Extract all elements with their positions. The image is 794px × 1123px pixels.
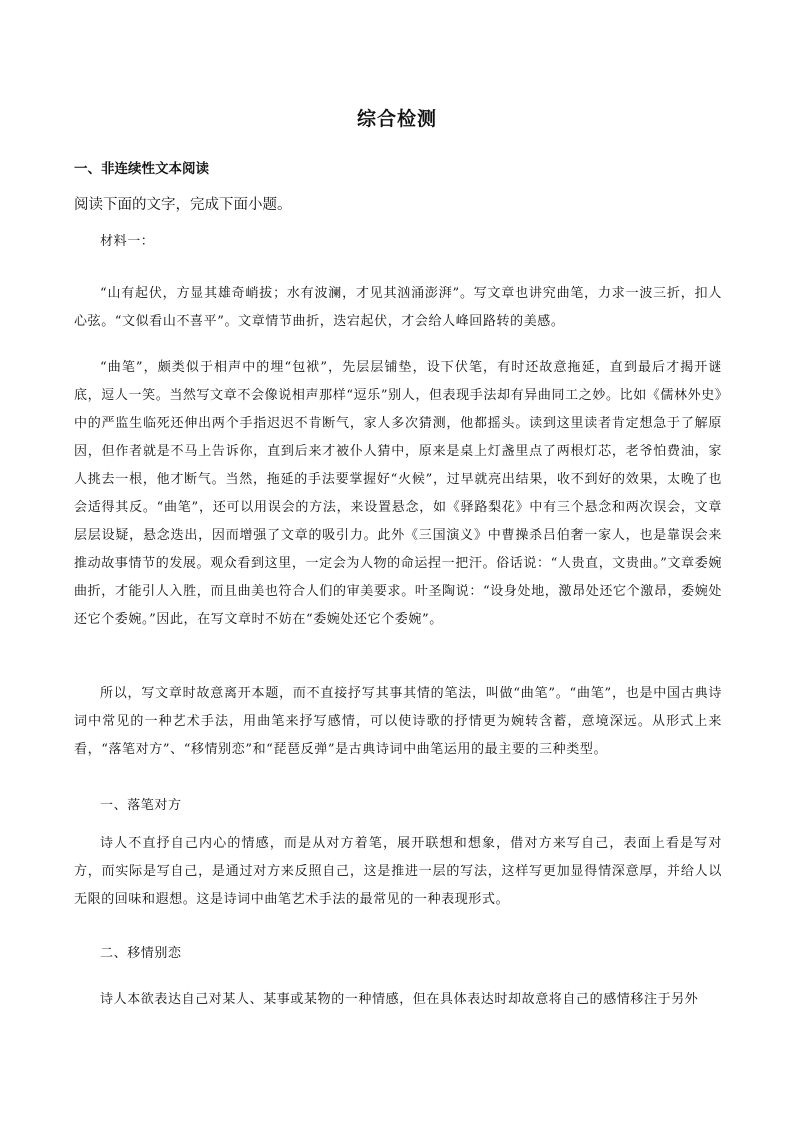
paragraph-3: 所以，写文章时故意离开本题，而不直接抒写其事其情的笔法，叫做“曲笔”。“曲笔”，也是中国古典诗词中常见的一种艺术手法，用曲笔来抒写感情，可以使诗歌的抒情更为婉转含蓄，意境深远。从形式上来看，“落笔对方”、“移情别恋”和“琵琶反弹”是古典诗词中曲笔运用的最主要的三种类型。 (74, 686, 722, 757)
section-heading: 一、非连续性文本阅读 (74, 161, 209, 177)
material-label: 材料一： (100, 234, 155, 249)
paragraph-2: “曲笔”，颇类似于相声中的埋“包袱”，先层层铺垫，设下伏笔，有时还故意拖延，直到最后才揭开谜底，逗人一笑。当然写文章不会像说相声那样“逗乐”别人，但表现手法却有异曲同工之妙。比如《儒林外史》中的严监生临死还伸出两个手指迟迟不肯断气，家人多次猜测，他都摇头。读到这里读者肯定想急于了解原因，但作者就是不马上告诉你，直到后来才被仆人猜中，原来是桌上灯盏里点了两根灯芯，老爷怕费油，家人挑去一根，他才断气。当然，拖延的手法要掌握好“火候”，过早就亮出结果，收不到好的效果，太晚了也会适得其反。“曲笔”，还可以用误会的方法，来设置悬念，如《驿路梨花》中有三个悬念和两次误会，文章层层设疑，悬念迭出，因而增强了文章的吸引力。此外《三国演义》中曹操杀吕伯奢一家人，也是靠误会来推动故事情节的发展。观众看到这里，一定会为人物的命运捏一把汗。俗话说：“人贵直，文贵曲。”文章委婉曲折，才能引人入胜，而且曲美也符合人们的审美要求。叶圣陶说：“设身处地，激昂处还它个激昂，委婉处还它个委婉。”因此，在写文章时不妨在“委婉处还它个委婉”。 (74, 360, 722, 627)
subheading-2: 二、移情别恋 (100, 946, 182, 961)
subheading-1: 一、落笔对方 (100, 798, 182, 813)
reading-instruction: 阅读下面的文字，完成下面小题。 (74, 197, 292, 213)
paragraph-1: “山有起伏，方显其雄奇峭拔；水有波澜，才见其汹涌澎湃”。写文章也讲究曲笔，力求一波三折，扣人心弦。“文似看山不喜平”。文章情节曲折，迭宕起伏，才会给人峰回路转的美感。 (74, 286, 722, 329)
paragraph-5: 诗人本欲表达自己对某人、某事或某物的一种情感，但在具体表达时却故意将自己的感情移注于另外 (100, 992, 699, 1007)
paragraph-4: 诗人不直抒自己内心的情感，而是从对方着笔，展开联想和想象，借对方来写自己，表面上看是写对方，而实际是写自己，是通过对方来反照自己，这是推进一层的写法，这样写更加显得情深意厚，并给人以无限的回味和遐想。这是诗词中曲笔艺术手法的最常见的一种表现形式。 (74, 836, 722, 907)
page-title: 综合检测 (356, 108, 437, 130)
